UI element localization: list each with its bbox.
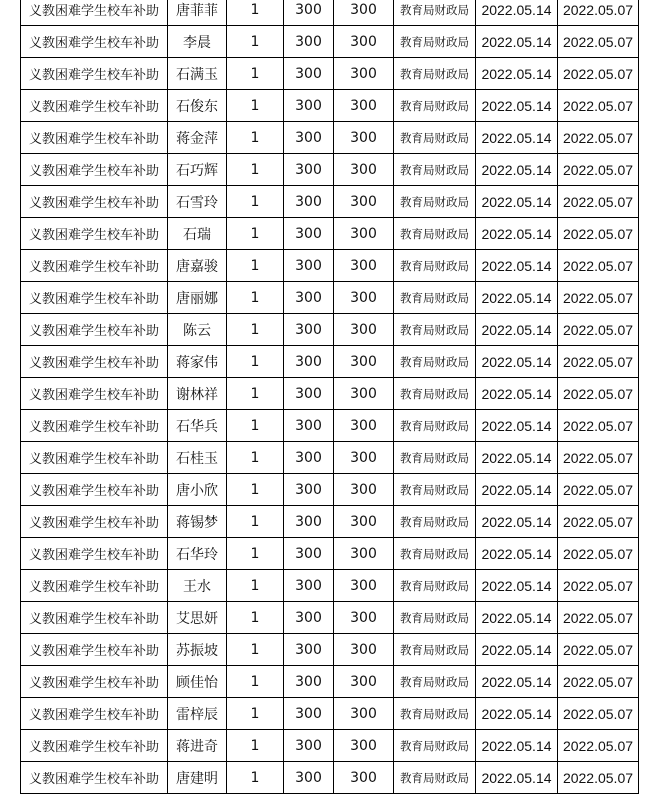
cell-date-1: 2022.05.14: [476, 730, 558, 762]
cell-recipient-name: 李晨: [168, 26, 227, 58]
cell-count: 1: [227, 602, 284, 634]
cell-date-2: 2022.05.07: [558, 730, 639, 762]
cell-count: 1: [227, 442, 284, 474]
cell-subsidy-type: 义教困难学生校车补助: [21, 538, 168, 570]
cell-amount: 300: [334, 378, 394, 410]
cell-recipient-name: 石巧辉: [168, 154, 227, 186]
cell-amount: 300: [334, 634, 394, 666]
cell-subsidy-type: 义教困难学生校车补助: [21, 218, 168, 250]
cell-date-2: 2022.05.07: [558, 602, 639, 634]
cell-recipient-name: 石华兵: [168, 410, 227, 442]
cell-department: 教育局财政局: [394, 346, 476, 378]
cell-standard: 300: [284, 90, 334, 122]
cell-department: 教育局财政局: [394, 154, 476, 186]
table-row: [21, 730, 639, 762]
cell-date-2: 2022.05.07: [558, 58, 639, 90]
cell-amount: 300: [334, 186, 394, 218]
cell-standard: 300: [284, 698, 334, 730]
cell-standard: 300: [284, 570, 334, 602]
cell-recipient-name: 苏振坡: [168, 634, 227, 666]
cell-recipient-name: 唐嘉骏: [168, 250, 227, 282]
cell-recipient-name: 王水: [168, 570, 227, 602]
cell-standard: 300: [284, 0, 334, 26]
table-row: [21, 282, 639, 314]
cell-amount: 300: [334, 250, 394, 282]
cell-subsidy-type: 义教困难学生校车补助: [21, 666, 168, 698]
cell-standard: 300: [284, 218, 334, 250]
cell-department: 教育局财政局: [394, 602, 476, 634]
cell-count: 1: [227, 666, 284, 698]
cell-standard: 300: [284, 442, 334, 474]
cell-department: 教育局财政局: [394, 314, 476, 346]
cell-date-2: 2022.05.07: [558, 218, 639, 250]
cell-recipient-name: 石华玲: [168, 538, 227, 570]
cell-date-2: 2022.05.07: [558, 26, 639, 58]
cell-department: 教育局财政局: [394, 218, 476, 250]
cell-amount: 300: [334, 570, 394, 602]
cell-subsidy-type: 义教困难学生校车补助: [21, 26, 168, 58]
cell-date-2: 2022.05.07: [558, 154, 639, 186]
cell-standard: 300: [284, 474, 334, 506]
cell-recipient-name: 石俊东: [168, 90, 227, 122]
table-row: [21, 218, 639, 250]
cell-date-1: 2022.05.14: [476, 474, 558, 506]
cell-standard: 300: [284, 762, 334, 794]
cell-count: 1: [227, 730, 284, 762]
cell-department: 教育局财政局: [394, 730, 476, 762]
cell-count: 1: [227, 282, 284, 314]
cell-amount: 300: [334, 602, 394, 634]
cell-standard: 300: [284, 666, 334, 698]
cell-date-1: 2022.05.14: [476, 218, 558, 250]
cell-amount: 300: [334, 410, 394, 442]
cell-subsidy-type: 义教困难学生校车补助: [21, 410, 168, 442]
table-row: [21, 378, 639, 410]
cell-count: 1: [227, 250, 284, 282]
cell-date-2: 2022.05.07: [558, 378, 639, 410]
cell-date-1: 2022.05.14: [476, 538, 558, 570]
cell-standard: 300: [284, 282, 334, 314]
cell-department: 教育局财政局: [394, 0, 476, 26]
cell-subsidy-type: 义教困难学生校车补助: [21, 634, 168, 666]
cell-subsidy-type: 义教困难学生校车补助: [21, 154, 168, 186]
cell-subsidy-type: 义教困难学生校车补助: [21, 506, 168, 538]
table-row: [21, 58, 639, 90]
cell-department: 教育局财政局: [394, 506, 476, 538]
cell-date-1: 2022.05.14: [476, 762, 558, 794]
table-row: [21, 634, 639, 666]
cell-amount: 300: [334, 0, 394, 26]
cell-count: 1: [227, 474, 284, 506]
table-row: [21, 410, 639, 442]
cell-standard: 300: [284, 506, 334, 538]
cell-recipient-name: 石满玉: [168, 58, 227, 90]
cell-recipient-name: 谢林祥: [168, 378, 227, 410]
cell-date-2: 2022.05.07: [558, 282, 639, 314]
cell-date-1: 2022.05.14: [476, 58, 558, 90]
cell-amount: 300: [334, 346, 394, 378]
cell-amount: 300: [334, 538, 394, 570]
cell-department: 教育局财政局: [394, 762, 476, 794]
cell-count: 1: [227, 26, 284, 58]
cell-recipient-name: 唐菲菲: [168, 0, 227, 26]
cell-date-1: 2022.05.14: [476, 282, 558, 314]
cell-count: 1: [227, 698, 284, 730]
cell-standard: 300: [284, 602, 334, 634]
cell-date-1: 2022.05.14: [476, 602, 558, 634]
cell-amount: 300: [334, 762, 394, 794]
cell-count: 1: [227, 154, 284, 186]
table-row: [21, 314, 639, 346]
cell-date-2: 2022.05.07: [558, 186, 639, 218]
cell-department: 教育局财政局: [394, 282, 476, 314]
cell-count: 1: [227, 314, 284, 346]
table-row: [21, 442, 639, 474]
cell-date-2: 2022.05.07: [558, 90, 639, 122]
cell-subsidy-type: 义教困难学生校车补助: [21, 282, 168, 314]
cell-count: 1: [227, 186, 284, 218]
cell-date-1: 2022.05.14: [476, 378, 558, 410]
table-row: [21, 538, 639, 570]
cell-subsidy-type: 义教困难学生校车补助: [21, 90, 168, 122]
cell-standard: 300: [284, 538, 334, 570]
table-row: [21, 666, 639, 698]
cell-date-1: 2022.05.14: [476, 634, 558, 666]
cell-department: 教育局财政局: [394, 538, 476, 570]
cell-standard: 300: [284, 634, 334, 666]
cell-date-2: 2022.05.07: [558, 250, 639, 282]
table-row: [21, 186, 639, 218]
cell-count: 1: [227, 634, 284, 666]
cell-date-2: 2022.05.07: [558, 762, 639, 794]
cell-department: 教育局财政局: [394, 90, 476, 122]
cell-subsidy-type: 义教困难学生校车补助: [21, 314, 168, 346]
cell-subsidy-type: 义教困难学生校车补助: [21, 186, 168, 218]
cell-date-1: 2022.05.14: [476, 666, 558, 698]
cell-date-1: 2022.05.14: [476, 346, 558, 378]
cell-date-2: 2022.05.07: [558, 442, 639, 474]
cell-department: 教育局财政局: [394, 26, 476, 58]
cell-count: 1: [227, 346, 284, 378]
cell-subsidy-type: 义教困难学生校车补助: [21, 442, 168, 474]
cell-amount: 300: [334, 698, 394, 730]
cell-date-1: 2022.05.14: [476, 250, 558, 282]
cell-date-2: 2022.05.07: [558, 410, 639, 442]
cell-date-2: 2022.05.07: [558, 0, 639, 26]
cell-amount: 300: [334, 506, 394, 538]
cell-amount: 300: [334, 90, 394, 122]
cell-date-2: 2022.05.07: [558, 506, 639, 538]
table-body: [21, 0, 639, 794]
cell-date-2: 2022.05.07: [558, 474, 639, 506]
cell-amount: 300: [334, 474, 394, 506]
cell-date-2: 2022.05.07: [558, 314, 639, 346]
table-row: [21, 602, 639, 634]
cell-amount: 300: [334, 730, 394, 762]
cell-date-2: 2022.05.07: [558, 538, 639, 570]
table-row: [21, 346, 639, 378]
cell-date-1: 2022.05.14: [476, 0, 558, 26]
table-row: [21, 698, 639, 730]
cell-date-1: 2022.05.14: [476, 186, 558, 218]
cell-subsidy-type: 义教困难学生校车补助: [21, 122, 168, 154]
cell-standard: 300: [284, 154, 334, 186]
cell-standard: 300: [284, 730, 334, 762]
cell-standard: 300: [284, 346, 334, 378]
cell-amount: 300: [334, 282, 394, 314]
cell-recipient-name: 蒋进奇: [168, 730, 227, 762]
cell-recipient-name: 石桂玉: [168, 442, 227, 474]
cell-amount: 300: [334, 314, 394, 346]
cell-date-1: 2022.05.14: [476, 122, 558, 154]
table-row: [21, 250, 639, 282]
cell-department: 教育局财政局: [394, 378, 476, 410]
table-row: [21, 506, 639, 538]
cell-date-1: 2022.05.14: [476, 506, 558, 538]
cell-count: 1: [227, 570, 284, 602]
cell-date-1: 2022.05.14: [476, 26, 558, 58]
cell-department: 教育局财政局: [394, 122, 476, 154]
cell-recipient-name: 蒋金萍: [168, 122, 227, 154]
cell-count: 1: [227, 58, 284, 90]
cell-amount: 300: [334, 666, 394, 698]
cell-recipient-name: 蒋锡梦: [168, 506, 227, 538]
cell-amount: 300: [334, 26, 394, 58]
cell-date-1: 2022.05.14: [476, 154, 558, 186]
table-row: [21, 474, 639, 506]
cell-department: 教育局财政局: [394, 58, 476, 90]
cell-recipient-name: 石雪玲: [168, 186, 227, 218]
cell-count: 1: [227, 506, 284, 538]
cell-date-2: 2022.05.07: [558, 666, 639, 698]
cell-subsidy-type: 义教困难学生校车补助: [21, 250, 168, 282]
table-row: [21, 154, 639, 186]
cell-recipient-name: 石瑞: [168, 218, 227, 250]
table-row: [21, 762, 639, 794]
cell-recipient-name: 顾佳怡: [168, 666, 227, 698]
cell-standard: 300: [284, 122, 334, 154]
cell-department: 教育局财政局: [394, 250, 476, 282]
table-row: [21, 570, 639, 602]
cell-count: 1: [227, 90, 284, 122]
cell-amount: 300: [334, 154, 394, 186]
cell-date-2: 2022.05.07: [558, 634, 639, 666]
cell-subsidy-type: 义教困难学生校车补助: [21, 378, 168, 410]
cell-standard: 300: [284, 410, 334, 442]
cell-subsidy-type: 义教困难学生校车补助: [21, 730, 168, 762]
cell-recipient-name: 蒋家伟: [168, 346, 227, 378]
cell-subsidy-type: 义教困难学生校车补助: [21, 58, 168, 90]
cell-standard: 300: [284, 314, 334, 346]
cell-date-2: 2022.05.07: [558, 122, 639, 154]
cell-subsidy-type: 义教困难学生校车补助: [21, 346, 168, 378]
cell-department: 教育局财政局: [394, 634, 476, 666]
cell-date-2: 2022.05.07: [558, 346, 639, 378]
cell-amount: 300: [334, 122, 394, 154]
cell-standard: 300: [284, 26, 334, 58]
cell-recipient-name: 唐丽娜: [168, 282, 227, 314]
cell-standard: 300: [284, 186, 334, 218]
cell-standard: 300: [284, 378, 334, 410]
cell-standard: 300: [284, 58, 334, 90]
cell-date-1: 2022.05.14: [476, 90, 558, 122]
cell-count: 1: [227, 762, 284, 794]
cell-department: 教育局财政局: [394, 666, 476, 698]
cell-date-1: 2022.05.14: [476, 442, 558, 474]
cell-department: 教育局财政局: [394, 186, 476, 218]
cell-department: 教育局财政局: [394, 442, 476, 474]
cell-date-2: 2022.05.07: [558, 698, 639, 730]
cell-subsidy-type: 义教困难学生校车补助: [21, 474, 168, 506]
subsidy-table: [20, 0, 639, 794]
cell-recipient-name: 艾思妍: [168, 602, 227, 634]
cell-standard: 300: [284, 250, 334, 282]
cell-count: 1: [227, 122, 284, 154]
cell-count: 1: [227, 538, 284, 570]
cell-department: 教育局财政局: [394, 698, 476, 730]
cell-amount: 300: [334, 218, 394, 250]
table-row: [21, 90, 639, 122]
cell-department: 教育局财政局: [394, 474, 476, 506]
cell-subsidy-type: 义教困难学生校车补助: [21, 602, 168, 634]
cell-subsidy-type: 义教困难学生校车补助: [21, 0, 168, 26]
cell-subsidy-type: 义教困难学生校车补助: [21, 762, 168, 794]
cell-amount: 300: [334, 58, 394, 90]
cell-amount: 300: [334, 442, 394, 474]
cell-date-1: 2022.05.14: [476, 410, 558, 442]
cell-subsidy-type: 义教困难学生校车补助: [21, 570, 168, 602]
cell-date-1: 2022.05.14: [476, 570, 558, 602]
cell-date-2: 2022.05.07: [558, 570, 639, 602]
table-row: [21, 26, 639, 58]
cell-date-1: 2022.05.14: [476, 698, 558, 730]
cell-subsidy-type: 义教困难学生校车补助: [21, 698, 168, 730]
cell-count: 1: [227, 410, 284, 442]
cell-date-1: 2022.05.14: [476, 314, 558, 346]
cell-count: 1: [227, 0, 284, 26]
cell-department: 教育局财政局: [394, 410, 476, 442]
cell-recipient-name: 陈云: [168, 314, 227, 346]
cell-department: 教育局财政局: [394, 570, 476, 602]
cell-count: 1: [227, 218, 284, 250]
table-row: [21, 0, 639, 26]
cell-recipient-name: 雷梓辰: [168, 698, 227, 730]
cell-recipient-name: 唐建明: [168, 762, 227, 794]
cell-recipient-name: 唐小欣: [168, 474, 227, 506]
cell-count: 1: [227, 378, 284, 410]
table-row: [21, 122, 639, 154]
